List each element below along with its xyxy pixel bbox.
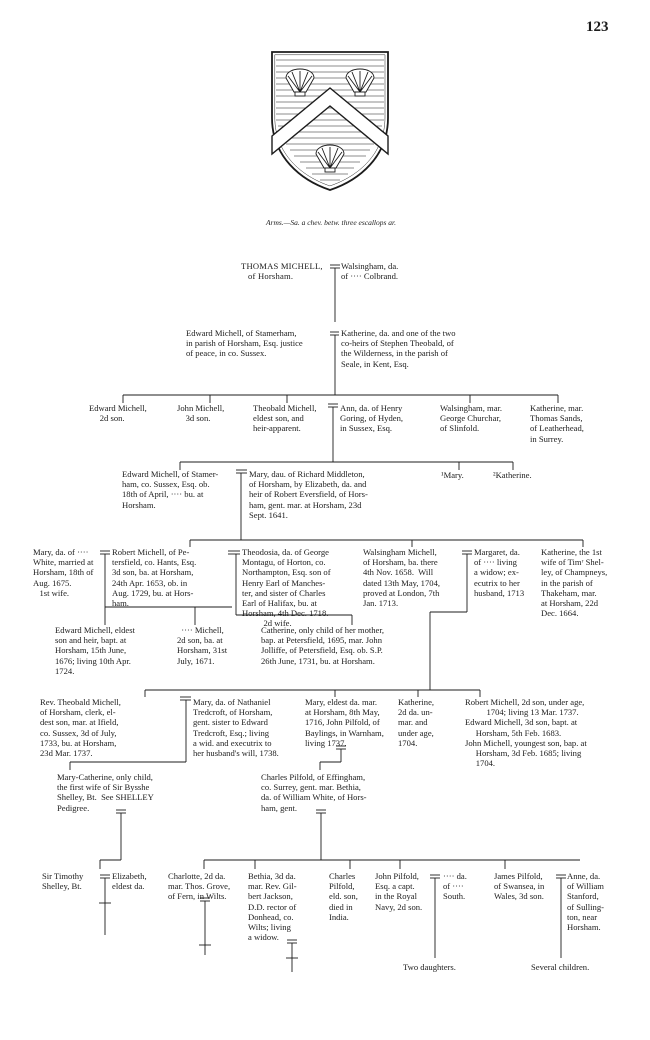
entry-anne-stanford: Anne, da. of William Stanford, of Sulling- ton, near Horsham. — [567, 871, 605, 933]
entry-elizabeth: Elizabeth, eldest da. — [112, 871, 147, 892]
entry-thomas-michell: THOMAS MICHELL, of Horsham. — [241, 261, 323, 282]
entry-mary-tredcroft: Mary, da. of Nathaniel Tredcroft, of Horsham, gent. sister to Edward Tredcroft, Esq.; living a wid. and executrix to her husband's will, 1738. — [193, 697, 279, 759]
entry-da-south: ···· da. of ···· South. — [443, 871, 467, 902]
entry-several-children: Several children. — [531, 962, 590, 972]
entry-sir-timothy-shelley: Sir Timothy Shelley, Bt. — [42, 871, 84, 892]
entry-edward-michell-stamerham: Edward Michell, of Stamerham, in parish of Horsham, Esq. justice of peace, in co. Sussex. — [186, 328, 303, 359]
entry-theobald-michell: Theobald Michell, eldest son, and heir-apparent. — [253, 403, 317, 434]
entry-robert-edward-john-michell: Robert Michell, 2d son, under age, 1704; living 13 Mar. 1737. Edward Michell, 3d son, bapt. at Horsham, 5th Feb. 1683. John Michell, youngest son, bap. at Horsham, 3d Feb. 1685; living 1704. — [465, 697, 587, 769]
entry-john-pilfold-navy: John Pilfold, Esq. a capt. in the Royal Navy, 2d son. — [375, 871, 423, 912]
entry-john-michell-3d-son: John Michell, 3d son. — [177, 403, 225, 424]
entry-edward-michell-stamerham-2: Edward Michell, of Stamer- ham, co. Sussex, Esq. ob. 18th of April, ···· bu. at Horsham. — [122, 469, 219, 510]
entry-two-daughters: Two daughters. — [403, 962, 456, 972]
entry-mary-middleton: Mary, dau. of Richard Middleton, of Horsham, by Elizabeth, da. and heir of Robert Eversfield, of Hors- ham, gent. mar. at Horsham, 23d Sept. 1641. — [249, 469, 368, 520]
entry-katherine-theobald: Katherine, da. and one of the two co-heirs of Stephen Theobald, of the Wilderness, in the parish of Seale, in Kent, Esq. — [341, 328, 456, 369]
entry-charles-pilfold-effingham: Charles Pilfold, of Effingham, co. Surrey, gent. mar. Bethia, da. of William White, of Hors- ham, gent. — [261, 772, 367, 813]
entry-mary-sibling: ¹Mary. — [441, 470, 464, 480]
entry-margaret: Margaret, da. of ···· living a widow; ex- ecutrix to her husband, 1713 — [474, 547, 525, 598]
entry-mary-pilfold: Mary, eldest da. mar. at Horsham, 8th May, 1716, John Pilfold, of Baylings, in Warnham, living 1737. — [305, 697, 384, 748]
page-number: 123 — [586, 19, 609, 35]
entry-katherine-shelley: Katherine, the 1st wife of Timʳ Shel- ley, of Champneys, in the parish of Thakeham, mar. at Horsham, 22d Dec. 1664. — [541, 547, 608, 619]
entry-katherine-sibling: ²Katherine. — [493, 470, 532, 480]
entry-walsingham-michell-1704: Walsingham Michell, of Horsham, ba. there 4th Nov. 1658. Will dated 13th May, 1704, proved at London, 7th Jan. 1713. — [363, 547, 441, 609]
entry-edward-michell-2d-son: Edward Michell, 2d son. — [89, 403, 147, 424]
entry-charles-pilfold-india: Charles Pilfold, eld. son, died in India. — [329, 871, 358, 922]
entry-michell-2d-son: ···· Michell, 2d son, ba. at Horsham, 31st July, 1671. — [177, 625, 228, 666]
entry-walsingham-colbrand: Walsingham, da. of ···· Colbrand. — [341, 261, 399, 282]
entry-katherine-sands: Katherine, mar. Thomas Sands, of Leatherhead, in Surrey. — [530, 403, 584, 444]
entry-theodosia-montagu: Theodosia, da. of George Montagu, of Horton, co. Northampton, Esq. son of Henry Earl of Manches- ter, and sister of Charles Earl of Halifax, bu. at Horsham, 4th Dec. 1718. 2d wife. — [242, 547, 331, 629]
entry-robert-michell-petersfield: Robert Michell, of Pe- tersfield, co. Hants, Esq. 3d son, ba. at Horsham, 24th Apr. 1653, ob. in Aug. 1729, bu. at Hors- ham. — [112, 547, 197, 609]
entry-mary-catherine: Mary-Catherine, only child, the first wife of Sir Bysshe Shelley, Bt. See SHELLEY Pedigree. — [57, 772, 154, 813]
entry-james-pilfold-swansea: James Pilfold, of Swansea, in Wales, 3d son. — [494, 871, 545, 902]
entry-mary-white: Mary, da. of ···· White, married at Horsham, 18th of Aug. 1675. 1st wife. — [33, 547, 94, 598]
entry-rev-theobald-michell: Rev. Theobald Michell, of Horsham, clerk, el- dest son, mar. at Ifield, co. Sussex, 3d of July, 1733, bu. at Horsham, 23d Mar. 1737. — [40, 697, 121, 759]
entry-catherine-jolliffe: Catherine, only child of her mother, bap. at Petersfield, 1695, mar. John Jolliffe, of Petersfield, Esq. ob. S.P. 26th June, 1731, bu. at Horsham. — [261, 625, 385, 666]
entry-katherine-2d-da: Katherine, 2d da. un- mar. and under age, 1704. — [398, 697, 435, 748]
entry-bethia: Bethia, 3d da. mar. Rev. Gil- bert Jackson, D.D. rector of Donhead, co. Wilts; living a widow. — [248, 871, 297, 943]
entry-ann-goring: Ann, da. of Henry Goring, of Hyden, in Sussex, Esq. — [340, 403, 404, 434]
arms-caption: Arms.—Sa. a chev. betw. three escallops ar. — [265, 218, 397, 227]
entry-edward-michell-eldest: Edward Michell, eldest son and heir, bapt. at Horsham, 15th June, 1676; living 10th Apr. 1724. — [55, 625, 135, 676]
entry-walsingham-churchar: Walsingham, mar. George Churchar, of Slinfold. — [440, 403, 503, 434]
entry-charlotte: Charlotte, 2d da. mar. Thos. Grove, of Fern, in Wilts. — [168, 871, 231, 902]
